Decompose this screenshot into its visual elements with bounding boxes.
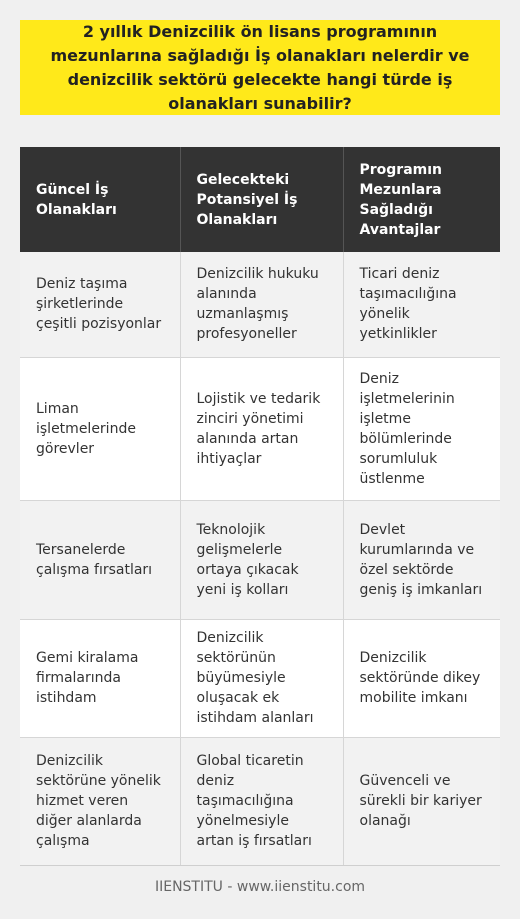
table-row bbox=[20, 357, 500, 500]
table-cell: Gemi kiralama firmalarında istihdam bbox=[20, 619, 180, 737]
table-row bbox=[20, 500, 500, 619]
column-header-future: Gelecekteki Potansiyel İş Olanakları bbox=[180, 147, 343, 252]
opportunities-table bbox=[20, 147, 500, 866]
table-cell: Denizcilik hukuku alanında uzmanlaşmış profesyoneller bbox=[180, 252, 343, 357]
table-header-row bbox=[20, 147, 500, 252]
table-cell: Devlet kurumlarında ve özel sektörde geniş iş imkanları bbox=[343, 500, 500, 619]
page-title: 2 yıllık Denizcilik ön lisans programının mezunlarına sağladığı İş olanakları nelerdir ve denizcilik sektörü gelecekte hangi türde iş olanakları sunabilir? bbox=[50, 21, 470, 113]
table-cell: Lojistik ve tedarik zinciri yönetimi alanında artan ihtiyaçlar bbox=[180, 357, 343, 500]
table-cell: Denizcilik sektöründe dikey mobilite imkanı bbox=[343, 619, 500, 737]
title-banner bbox=[20, 20, 500, 115]
table-cell: Deniz işletmelerinin işletme bölümlerinde sorumluluk üstlenme bbox=[343, 357, 500, 500]
table-row bbox=[20, 619, 500, 737]
column-header-current: Güncel İş Olanakları bbox=[20, 147, 180, 252]
footer-credit: IIENSTITU - www.iienstitu.com bbox=[154, 879, 366, 895]
table-cell: Deniz taşıma şirketlerinde çeşitli pozisyonlar bbox=[20, 252, 180, 357]
table-cell: Denizcilik sektörüne yönelik hizmet veren diğer alanlarda çalışma bbox=[20, 737, 180, 865]
table-cell: Global ticaretin deniz taşımacılığına yönelmesiyle artan iş fırsatları bbox=[180, 737, 343, 865]
table-cell: Ticari deniz taşımacılığına yönelik yetkinlikler bbox=[343, 252, 500, 357]
table-row bbox=[20, 737, 500, 865]
table-cell: Tersanelerde çalışma fırsatları bbox=[20, 500, 180, 619]
table-cell: Teknolojik gelişmelerle ortaya çıkacak yeni iş kolları bbox=[180, 500, 343, 619]
table-cell: Güvenceli ve sürekli bir kariyer olanağı bbox=[343, 737, 500, 865]
column-header-advantages: Programın Mezunlara Sağladığı Avantajlar bbox=[343, 147, 500, 252]
table-row bbox=[20, 252, 500, 357]
table-cell: Liman işletmelerinde görevler bbox=[20, 357, 180, 500]
table-cell: Denizcilik sektörünün büyümesiyle oluşacak ek istihdam alanları bbox=[180, 619, 343, 737]
